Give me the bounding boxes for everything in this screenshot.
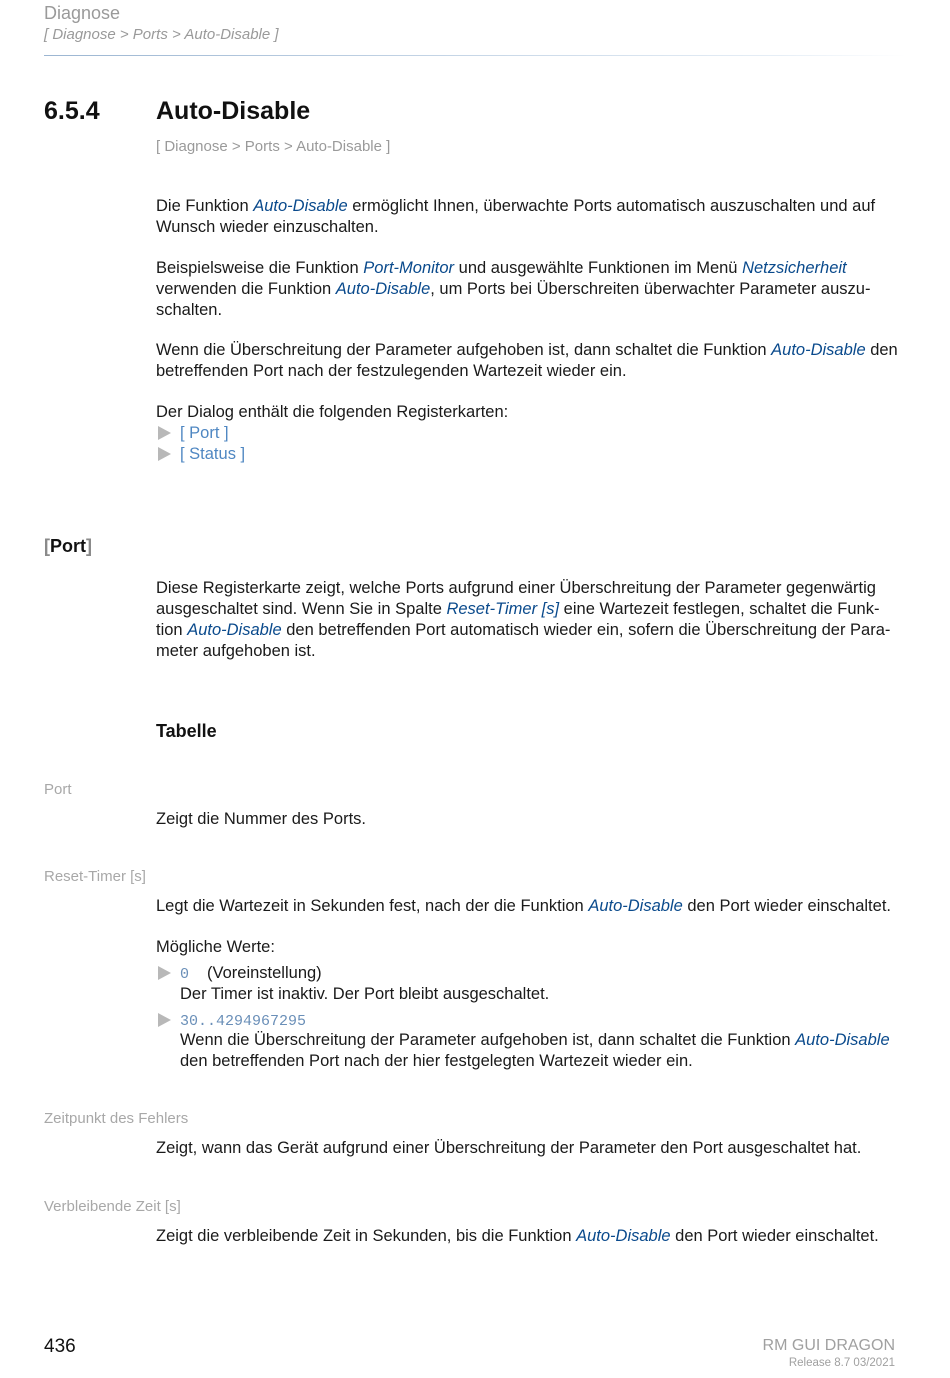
value-option-range-desc — [180, 1030, 898, 1072]
function-link-auto-disable[interactable]: Auto-Disable — [187, 621, 282, 639]
text: Wenn die Überschreitung der Parameter aufgehoben ist, dann schaltet die Funktion — [180, 1031, 796, 1049]
tab-link-port[interactable]: [ Port ] — [180, 424, 229, 442]
value-option-default — [180, 963, 322, 985]
param-desc-port: Zeigt die Nummer des Ports. — [156, 810, 366, 828]
function-link-auto-disable[interactable]: Auto-Disable — [576, 1227, 671, 1245]
port-section-description — [156, 578, 898, 662]
port-section-heading — [44, 536, 92, 557]
text: und ausgewählte Funktionen im Menü — [454, 259, 743, 277]
bullet-triangle-icon — [158, 1013, 171, 1027]
function-link-auto-disable[interactable]: Auto-Disable — [588, 897, 683, 915]
function-link-auto-disable[interactable]: Auto-Disable — [771, 341, 866, 359]
text: eine Wartezeit festlegen, schaltet die Funk-tion — [156, 600, 880, 639]
param-label-remaining-time: Verbleibende Zeit [s] — [44, 1198, 181, 1215]
column-link-reset-timer[interactable]: Reset-Timer [s] — [446, 600, 560, 618]
text: den betreffenden Port automatisch wieder ein, sofern die Überschreitung der Para-meter aufgehoben ist. — [156, 621, 891, 660]
text: Legt die Wartezeit in Sekunden fest, nach der die Funktion — [156, 897, 589, 915]
intro-paragraph-4: Der Dialog enthält die folgenden Registerkarten: — [156, 403, 509, 421]
bullet-triangle-icon — [158, 966, 171, 980]
section-breadcrumb: [ Diagnose > Ports > Auto-Disable ] — [156, 138, 391, 155]
running-header-breadcrumb: [ Diagnose > Ports > Auto-Disable ] — [44, 26, 279, 43]
text: Wenn die Überschreitung der Parameter aufgehoben ist, dann schaltet die Funktion — [156, 341, 772, 359]
bullet-triangle-icon — [158, 447, 171, 461]
text: Diese Registerkarte zeigt, welche Ports aufgrund einer Überschreitung der Parameter gegenwärtig ausgeschaltet sind. Wenn Sie in Spalte — [156, 579, 876, 618]
param-desc-remaining-time — [156, 1226, 898, 1247]
param-label-port: Port — [44, 781, 72, 798]
param-desc-error-time: Zeigt, wann das Gerät aufgrund einer Überschreitung der Parameter den Port ausgeschaltet hat. — [156, 1139, 862, 1157]
function-link-auto-disable[interactable]: Auto-Disable — [335, 280, 431, 298]
text: ermöglicht Ihnen, überwachte Ports automatisch auszuschalten und auf Wunsch wieder einzuschalten. — [156, 197, 876, 236]
tab-link-status[interactable]: [ Status ] — [180, 445, 246, 463]
text: den Port wieder einschaltet. — [670, 1227, 879, 1245]
section-title: Auto-Disable — [156, 97, 311, 125]
bracket-open: [ — [44, 536, 50, 556]
section-number: 6.5.4 — [44, 97, 100, 125]
text: Zeigt die verbleibende Zeit in Sekunden, bis die Funktion — [156, 1227, 577, 1245]
intro-paragraph-3 — [156, 340, 898, 382]
footer-release: Release 8.7 03/2021 — [788, 1357, 895, 1369]
param-desc-reset-timer — [156, 896, 898, 917]
function-link-port-monitor[interactable]: Port-Monitor — [363, 259, 455, 277]
param-label-reset-timer: Reset-Timer [s] — [44, 868, 146, 885]
text: Beispielsweise die Funktion — [156, 259, 364, 277]
page-number: 436 — [44, 1336, 76, 1357]
heading-text: Port — [50, 536, 86, 556]
value-code: 30..4294967295 — [180, 1013, 307, 1030]
menu-link-netzsicherheit[interactable]: Netzsicherheit — [742, 259, 847, 277]
bullet-triangle-icon — [158, 426, 171, 440]
text: Die Funktion — [156, 197, 254, 215]
intro-paragraph-1 — [156, 196, 898, 238]
table-heading: Tabelle — [156, 721, 217, 741]
text: den Port wieder einschaltet. — [682, 897, 891, 915]
function-link-auto-disable[interactable]: Auto-Disable — [795, 1031, 890, 1049]
intro-paragraph-2 — [156, 258, 898, 321]
value-code: 0 — [180, 966, 190, 983]
param-label-error-time: Zeitpunkt des Fehlers — [44, 1110, 189, 1127]
function-link-auto-disable[interactable]: Auto-Disable — [253, 197, 348, 215]
running-header-title: Diagnose — [44, 3, 121, 23]
possible-values-label: Mögliche Werte: — [156, 938, 275, 956]
text: , um Ports bei Überschreiten überwachter Parameter auszu-schalten. — [156, 280, 871, 319]
footer-product: RM GUI DRAGON — [762, 1337, 895, 1354]
text: verwenden die Funktion — [156, 280, 336, 298]
text: den betreffenden Port nach der hier festgelegten Wartezeit wieder ein. — [180, 1052, 693, 1070]
value-note: (Voreinstellung) — [207, 964, 322, 982]
bracket-close: ] — [86, 536, 92, 556]
value-option-default-desc: Der Timer ist inaktiv. Der Port bleibt ausgeschaltet. — [180, 985, 550, 1003]
header-divider — [44, 55, 906, 56]
value-option-range — [180, 1010, 306, 1032]
text: den betreffenden Port nach der festzulegenden Wartezeit wieder ein. — [156, 341, 898, 380]
